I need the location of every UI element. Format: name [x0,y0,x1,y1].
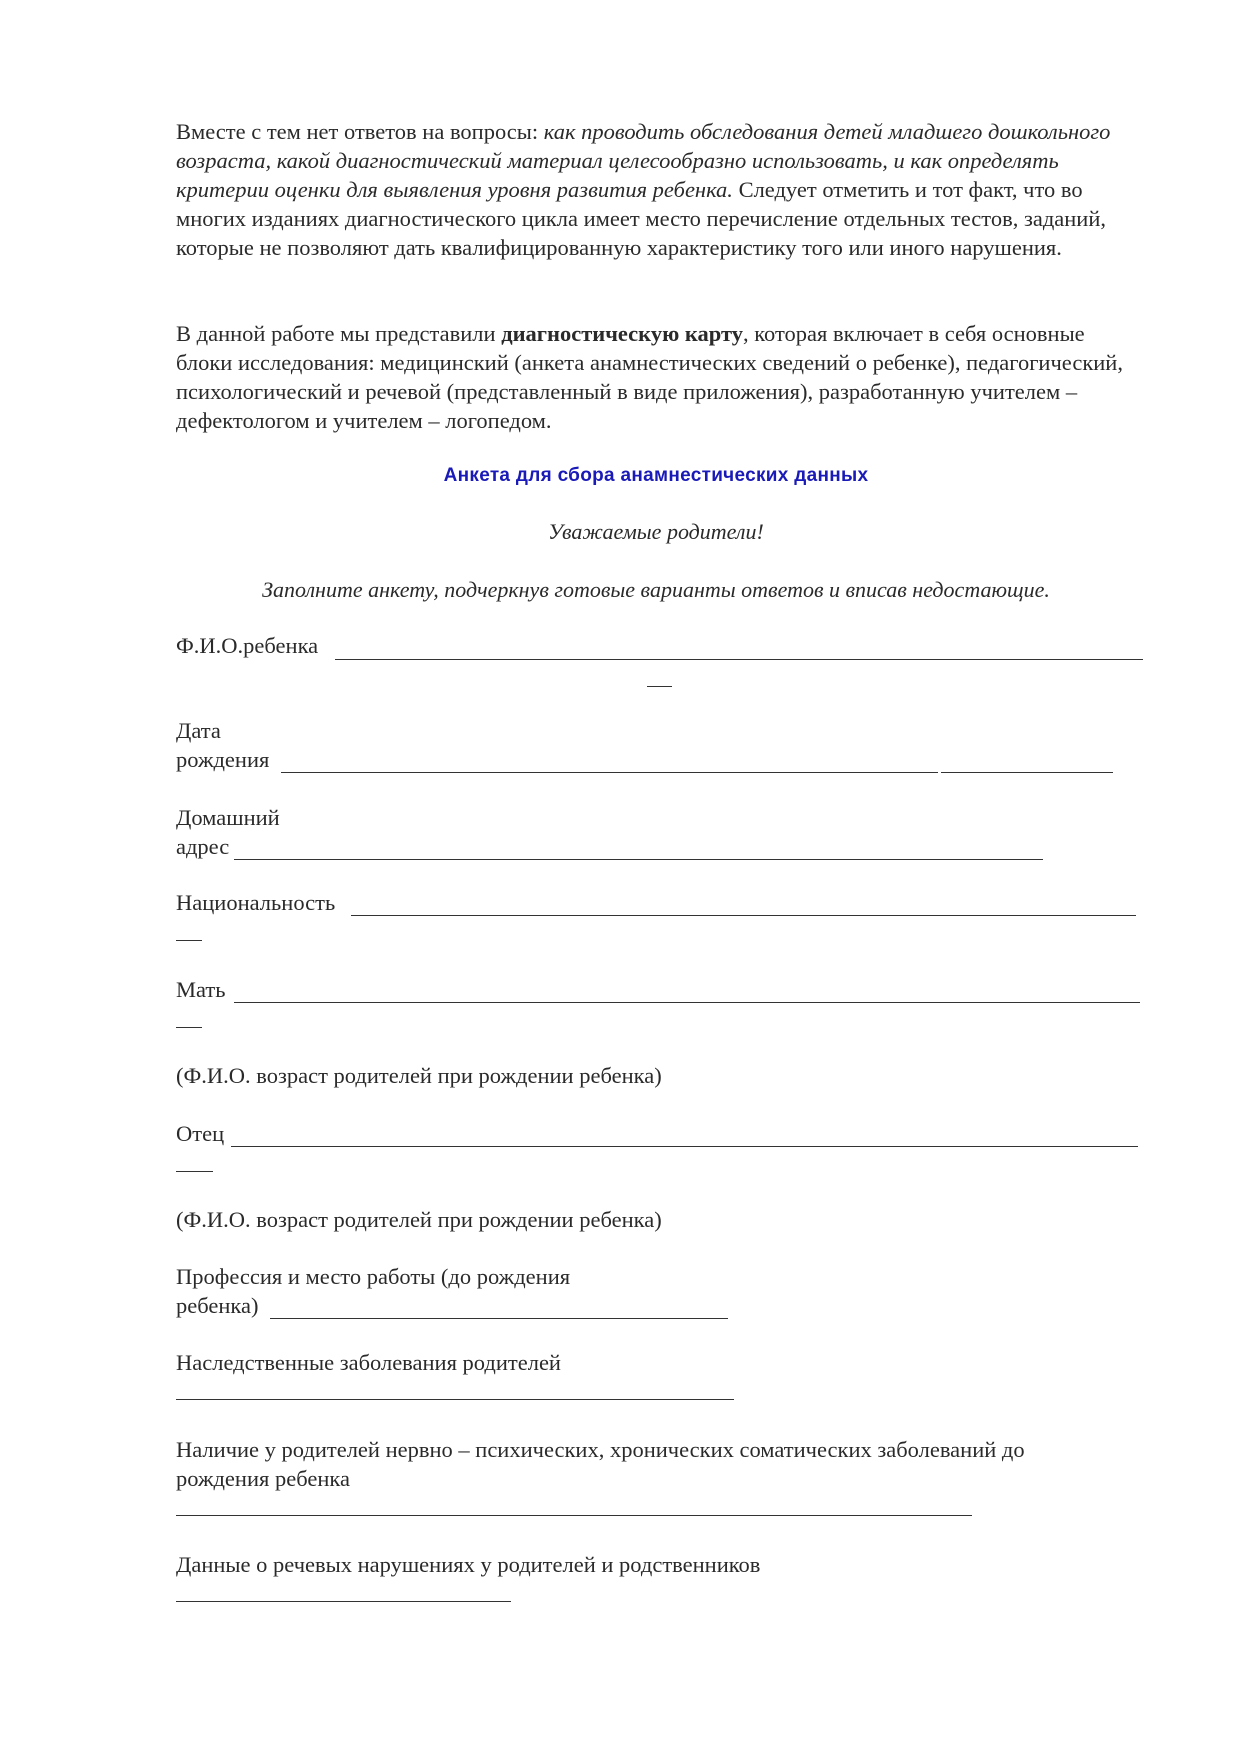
mother-label: Мать [176,977,226,1002]
mother-input[interactable] [234,977,1140,1003]
father-input[interactable] [231,1121,1138,1147]
nationality-label: Национальность [176,890,336,915]
address-input[interactable] [234,834,1043,860]
birth-date-label-1: Дата [176,718,221,743]
hereditary-input[interactable] [176,1381,734,1400]
chronic-label-1: Наличие у родителей нервно – психических, хронических соматических заболеваний до [176,1437,1025,1462]
intro-p1-tail: Следует отметить и тот факт, что во многих изданиях диагностического цикла имеет место перечисление отдельных тестов, заданий, которые не позволяют дать квалифицированную характеристику того или иного нарушения. [176,177,1107,260]
birth-date-label-2: рождения [176,747,270,772]
nationality-dash [176,920,202,941]
child-name-dash [647,666,672,687]
birth-date-input-extra[interactable] [941,747,1113,773]
intro-p2-bold: диагностическую карту [501,321,743,346]
chronic-input[interactable] [176,1497,972,1516]
intro-p1-text: Вместе с тем нет ответов на вопросы: [176,119,544,144]
intro-p2-tail: , которая включает в себя основные блоки исследования: медицинский (анкета анамнестических сведений о ребенке), педагогический, психологический и речевой (представленный в виде приложения), разработанную учителем – дефектологом и учителем – логопедом. [176,321,1123,433]
father-note: (Ф.И.О. возраст родителей при рождении ребенка) [176,1207,662,1232]
address-label-1: Домашний [176,805,280,830]
child-name-input[interactable] [335,634,1143,660]
address-label-2: адрес [176,834,230,859]
speech-label: Данные о речевых нарушениях у родителей и родственников [176,1552,761,1577]
intro-p1-italic: как проводить обследования детей младшего дошкольного возраста, какой диагностический материал целесообразно использовать, и как определять критерии оценки для выявления уровня развития ребенка. [176,119,1111,202]
birth-date-input[interactable] [281,747,938,773]
speech-input[interactable] [176,1583,511,1602]
form-greeting: Уважаемые родители! [548,519,764,544]
form-instruction: Заполните анкету, подчеркнув готовые варианты ответов и вписав недостающие. [262,577,1050,602]
profession-input[interactable] [270,1293,728,1319]
mother-note: (Ф.И.О. возраст родителей при рождении ребенка) [176,1063,662,1088]
hereditary-label: Наследственные заболевания родителей [176,1350,561,1375]
profession-label-2: ребенка) [176,1293,259,1318]
intro-p2-text: В данной работе мы представили [176,321,502,346]
profession-label-1: Профессия и место работы (до рождения [176,1264,571,1289]
nationality-input[interactable] [351,890,1136,916]
child-name-label: Ф.И.О.ребенка [176,633,319,658]
form-title: Анкета для сбора анамнестических данных [443,465,869,486]
mother-dash [176,1007,202,1028]
chronic-label-2: рождения ребенка [176,1466,350,1491]
intro-paragraph-2 [176,319,1136,435]
intro-paragraph-1 [176,117,1136,262]
father-label: Отец [176,1121,225,1146]
father-dash [176,1151,213,1172]
